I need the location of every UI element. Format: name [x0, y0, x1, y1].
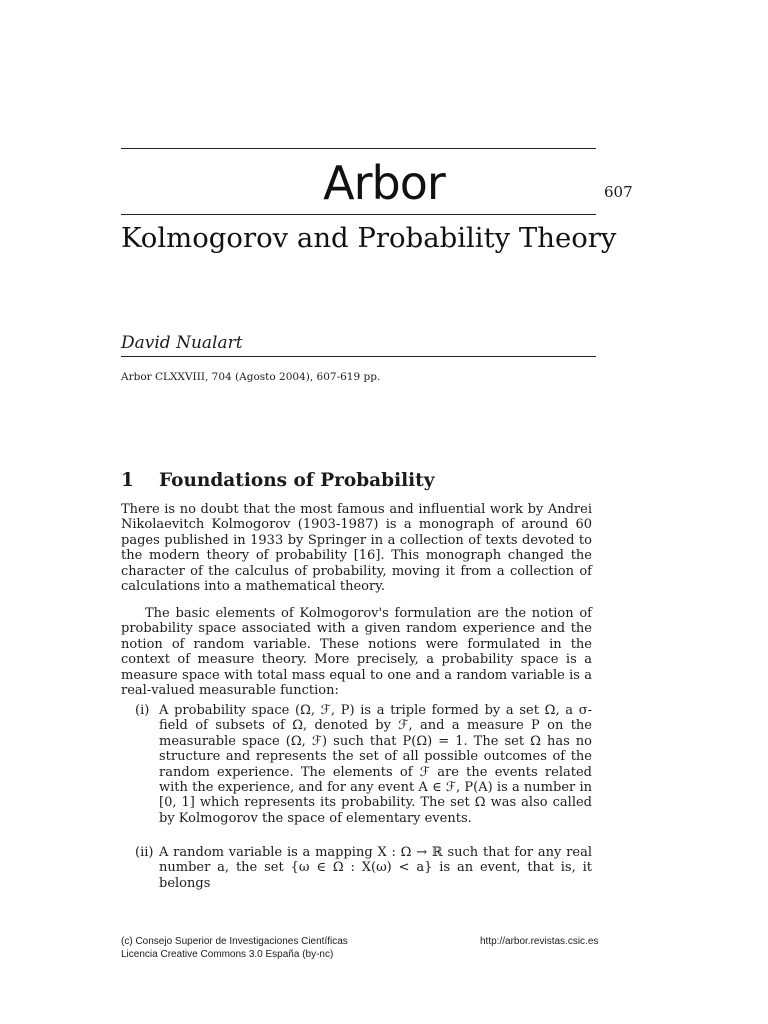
paragraph: There is no doubt that the most famous and influential work by Andrei Nikolaevitch Kolmogorov (1903-1987) is a monograph of around 60 pages published in 1933 by Springer in a collection of texts devoted to the modern theory of probability [16]. This monograph changed the character of the calculus of probability, moving it from a collection of calculations into a mathematical theory. [121, 502, 592, 595]
footer-copyright [121, 936, 348, 961]
item-label: (i) [135, 703, 150, 718]
item-text: A probability space (Ω, ℱ, P) is a triple formed by a set Ω, a σ-field of subsets of Ω, denoted by ℱ, and a measure P on the measurable space (Ω, ℱ) such that P(Ω) = 1. The set Ω has no structure and represents the set of all possible outcomes of the random experience. The elements of ℱ are the events related with the experience, and for any event A ∈ ℱ, P(A) is a number in [0, 1] which represents its probability. The set Ω was also called by Kolmogorov the space of elementary events. [159, 703, 592, 826]
author-rule [121, 356, 596, 357]
section-title: Foundations of Probability [159, 470, 435, 491]
section-number: 1 [121, 470, 134, 491]
journal-logo: Arbor [323, 156, 445, 210]
paragraph: The basic elements of Kolmogorov's formulation are the notion of probability space associated with a given random experience and the notion of random variable. These notions were formulated in the context of measure theory. More precisely, a probability space is a measure space with total mass equal to one and a random variable is a real-valued measurable function: [121, 606, 592, 699]
header-bottom-rule [121, 214, 596, 215]
article-author: David Nualart [121, 333, 243, 353]
definition-item [121, 703, 592, 826]
definition-item [121, 845, 592, 891]
item-text: A random variable is a mapping X : Ω → ℝ such that for any real number a, the set {ω ∈ Ω : X(ω) < a} is an event, that is, it belongs [159, 845, 592, 891]
header-top-rule [121, 148, 596, 149]
page-number: 607 [604, 183, 633, 201]
footer-license-line: Licencia Creative Commons 3.0 España (by-nc) [121, 948, 334, 960]
article-title: Kolmogorov and Probability Theory [121, 222, 617, 254]
article-citation: Arbor CLXXVIII, 704 (Agosto 2004), 607-619 pp. [121, 371, 381, 383]
section-heading [121, 470, 434, 491]
item-label: (ii) [135, 845, 154, 860]
footer-url[interactable]: http://arbor.revistas.csic.es [480, 936, 599, 947]
footer-copyright-line: (c) Consejo Superior de Investigaciones Científicas [121, 936, 348, 947]
